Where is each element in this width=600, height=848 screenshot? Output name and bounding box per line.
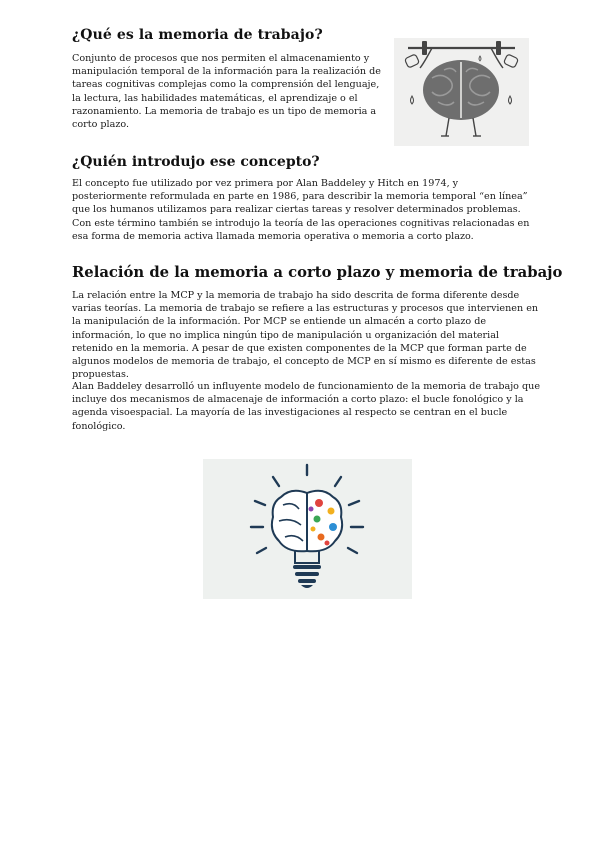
section1-heading: ¿Qué es la memoria de trabajo? bbox=[72, 27, 323, 43]
brain-lightbulb-image bbox=[203, 459, 412, 599]
section3-heading: Relación de la memoria a corto plazo y memoria de trabajo bbox=[72, 264, 563, 281]
section3-paragraph-1: La relación entre la MCP y la memoria de trabajo ha sido descrita de forma diferente desde varias teorías. La memoria de trabajo se refiere a las estructuras y procesos que intervienen en la manipulación de la información. Por MCP se entiende un almacén a corto plazo de información, lo que no implica ningún tipo de manipulación u organización del material retenido en la memoria. A pesar de que existen componentes de la MCP que forman parte de algunos modelos de memoria de trabajo, el concepto de MCP en sí mismo es diferente de estas propuestas. bbox=[72, 290, 539, 381]
brain-lightbulb-illustration bbox=[203, 459, 412, 599]
brain-weightlifting-image bbox=[394, 38, 529, 146]
section2-heading: ¿Quién introdujo ese concepto? bbox=[72, 154, 320, 170]
section2-paragraph: El concepto fue utilizado por vez primera por Alan Baddeley y Hitch en 1974, y posteriormente reformulada en parte en 1986, para describir la memoria temporal “en línea” que los humanos utilizamos para realizar ciertas tareas y resolver determinados problemas. Con este término también se introdujo la teoría de las operaciones cognitivas relacionadas en esa forma de memoria activa llamada memoria operativa o memoria a corto plazo. bbox=[72, 178, 530, 242]
section1-paragraph: Conjunto de procesos que nos permiten el almacenamiento y manipulación temporal de la información para la realización de tareas cognitivas complejas como la comprensión del lenguaje, la lectura, las habilidades matemáticas, el aprendizaje o el razonamiento. La memoria de trabajo es un tipo de memoria a corto plazo. bbox=[72, 53, 381, 131]
brain-lifting-illustration bbox=[394, 38, 529, 146]
section3-paragraph-2: Alan Baddeley desarrolló un influyente modelo de funcionamiento de la memoria de trabajo que incluye dos mecanismos de almacenaje de información a corto plazo: el bucle fonológico y la agenda visoespacial. La mayoría de las investigaciones al respecto se centran en el bucle fonológico. bbox=[72, 381, 540, 432]
